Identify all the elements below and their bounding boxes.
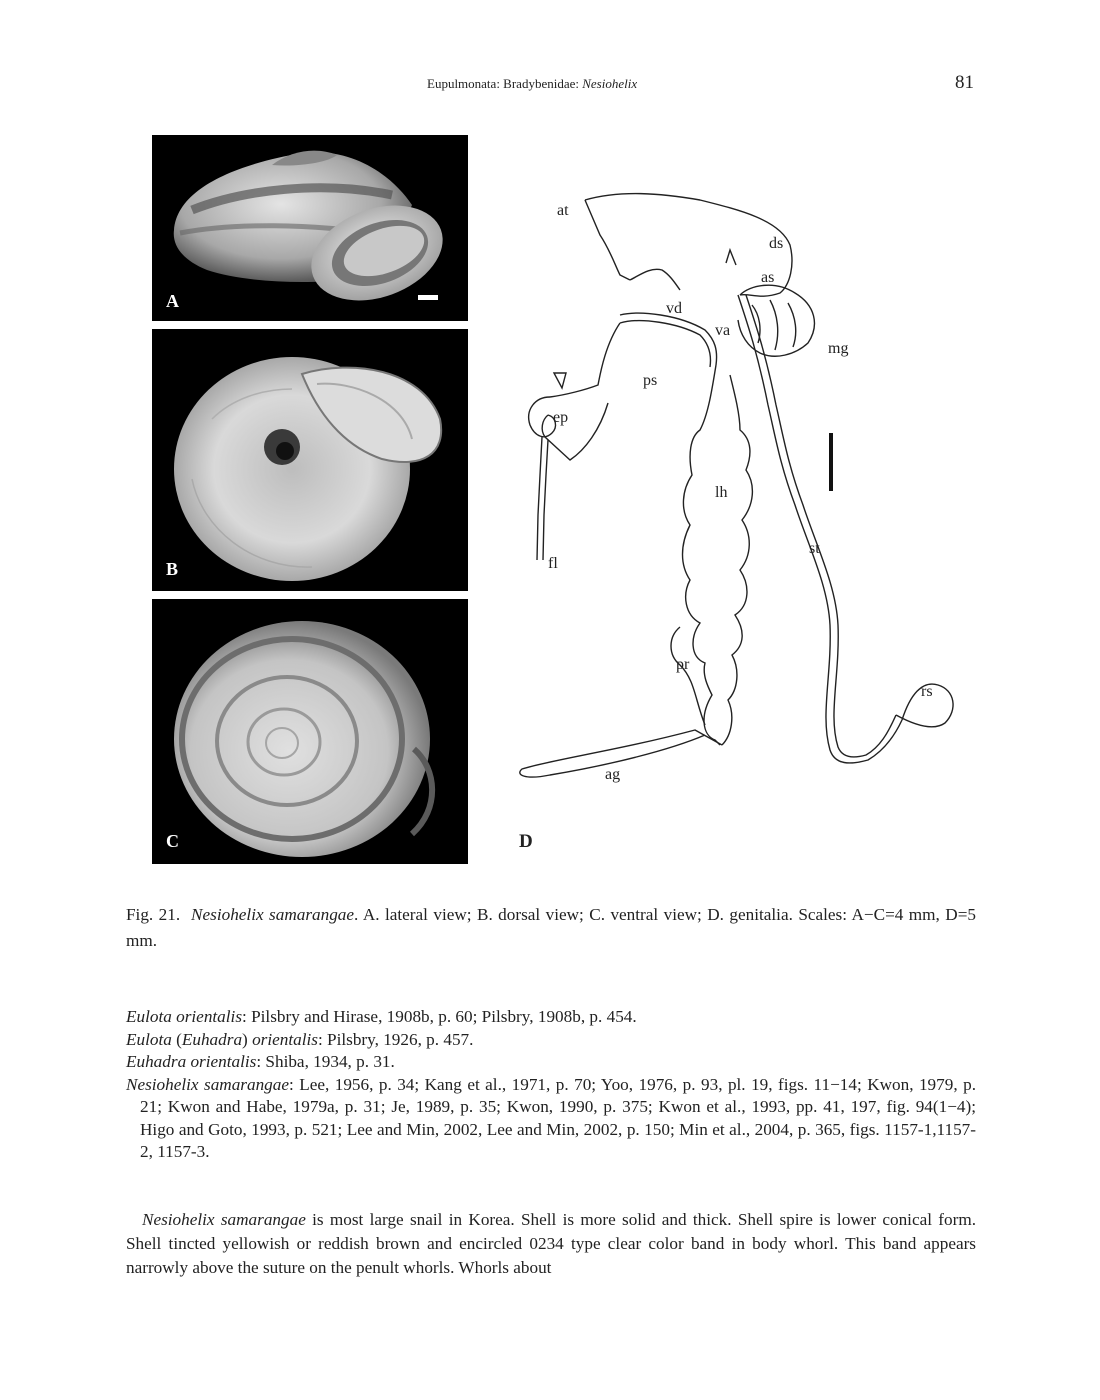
label-rs: rs (921, 683, 933, 700)
label-lh: lh (715, 484, 728, 501)
figure-caption (126, 902, 976, 954)
label-at: at (557, 202, 569, 219)
label-ep: ep (553, 409, 569, 426)
page-number: 81 (955, 72, 974, 93)
label-ps: ps (643, 372, 658, 389)
label-pr: pr (676, 656, 690, 673)
panel-label-a: A (166, 291, 179, 311)
header-title: Eupulmonata: Bradybenidae: Nesiohelix (427, 76, 638, 91)
list-item: Eulota (Euhadra) orientalis: Pilsbry, 1926, p. 457. (126, 1029, 474, 1049)
label-va: va (715, 322, 731, 339)
label-mg: mg (828, 340, 849, 357)
label-st: st (809, 540, 820, 557)
panel-label-b: B (166, 559, 179, 579)
shell-ventral-photo (152, 599, 468, 864)
shell-lateral-photo (152, 135, 468, 321)
label-vd: vd (666, 300, 682, 317)
panel-label-c: C (166, 831, 179, 851)
list-item: Eulota orientalis: Pilsbry and Hirase, 1908b, p. 60; Pilsbry, 1908b, p. 454. (126, 1007, 637, 1026)
list-item: Euhadra orientalis: Shiba, 1934, p. 31. (126, 1052, 395, 1071)
caption-species: Nesiohelix samarangae (191, 905, 355, 924)
genitalia-drawing (490, 175, 980, 855)
figure-number: Fig. 21. (126, 905, 181, 924)
list-item: Nesiohelix samarangae: Lee, 1956, p. 34; Kang et al., 1971, p. 70; Yoo, 1976, p. 93, pl. 19, figs. 11−14; Kwon, 1979, p. 21; Kwon and Habe, 1979a, p. 31; Je, 1989, p. 35; Kwon, 1990, p. 375; Kwon et al., 1993, pp. 41, 197, fig. 94(1−4); Higo and Goto, 1993, p. 521; Lee and Min, 2002, Lee and Min, 2002, p. 150; Min et al., 2004, p. 365, figs. 1157-1,1157-2, 1157-3. (126, 1074, 976, 1161)
label-fl: fl (548, 555, 558, 572)
shell-dorsal-photo (152, 329, 468, 591)
label-ds: ds (769, 235, 784, 252)
description-paragraph: Nesiohelix samarangae is most large snail in Korea. Shell is more solid and thick. Shell spire is lower conical form. Shell tincted yellowish or reddish brown and encircled 0234 type clear color band in body whorl. This band appears narrowly above the suture on the penult whorls. Whorls about (126, 1210, 976, 1277)
panel-label-d: D (519, 831, 533, 852)
synonymy-list (126, 1006, 976, 1164)
label-ag: ag (605, 766, 621, 783)
caption-text: . A. lateral view; B. dorsal view; C. ventral view; D. genitalia. Scales: A−C=4 mm, D=5 mm. (126, 905, 976, 950)
label-as: as (761, 269, 775, 286)
